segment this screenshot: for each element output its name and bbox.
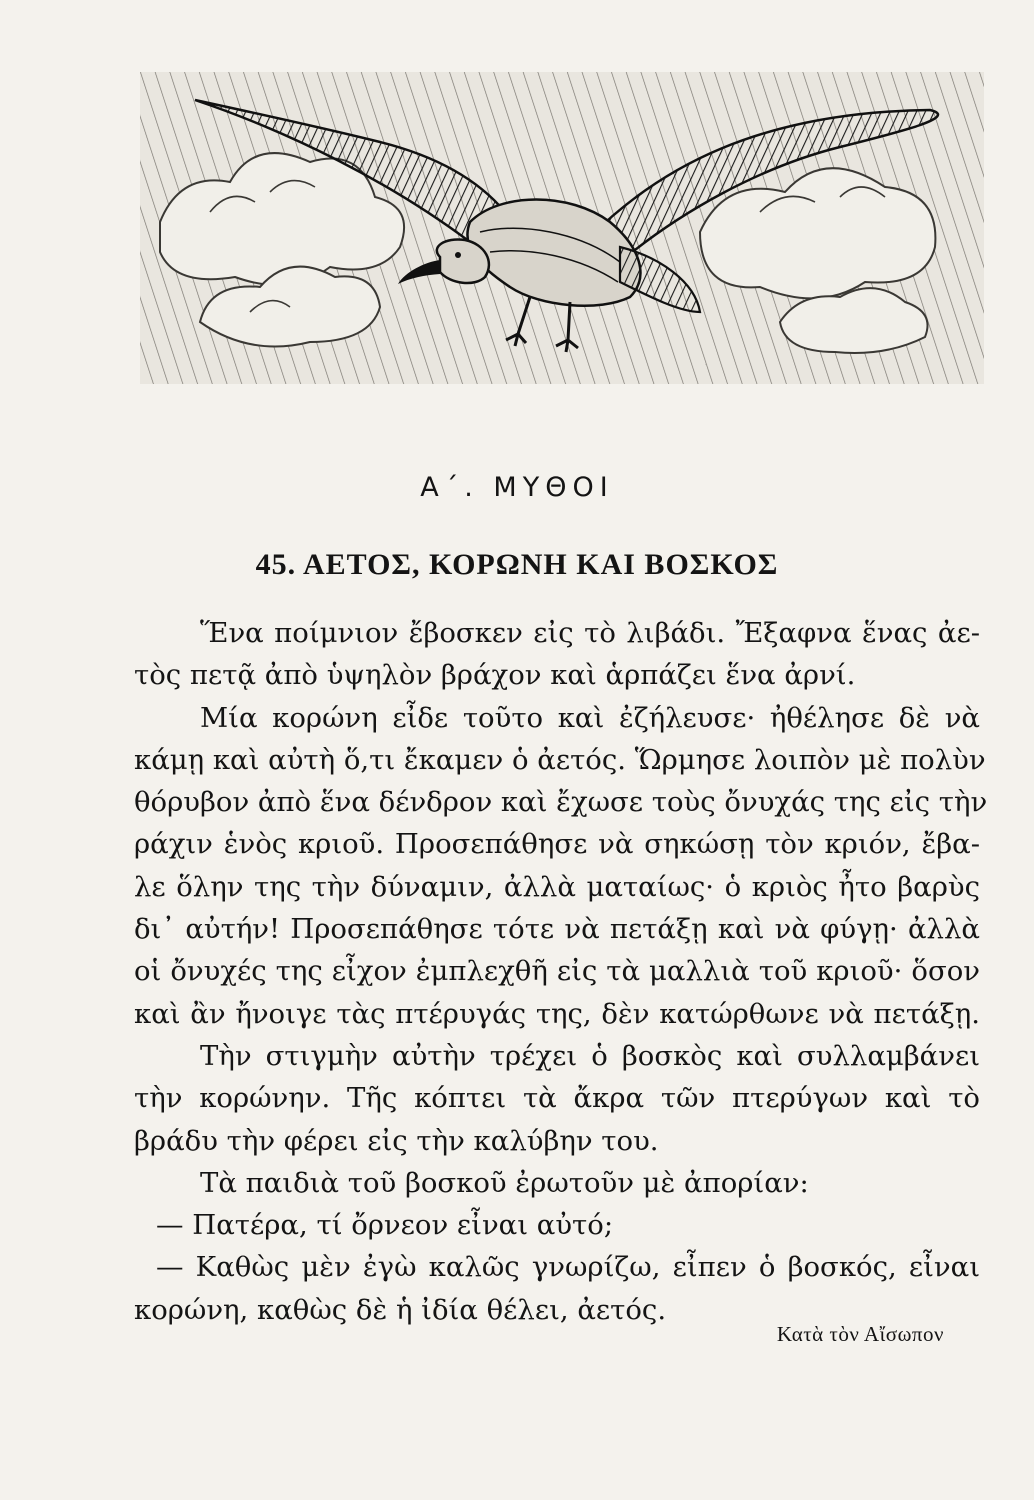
text-line: ράχιν ἑνὸς κριοῦ. Προσεπάθησε νὰ σηκώσῃ τὸν κριόν, ἔβα- <box>134 828 980 861</box>
eagle-illustration <box>140 72 984 384</box>
text-line: βράδυ τὴν φέρει εἰς τὴν καλύβην του. <box>134 1124 659 1157</box>
text-line: Τὰ παιδιὰ τοῦ βοσκοῦ ἐρωτοῦν μὲ ἀπορίαν: <box>200 1166 809 1199</box>
text-line: δι᾽ αὐτήν! Προσεπάθησε τότε νὰ πετάξῃ καὶ νὰ φύγῃ· ἀλλὰ <box>134 913 980 946</box>
dialogue-line: — Καθὼς μὲν ἐγὼ καλῶς γνωρίζω, εἶπεν ὁ βοσκός, εἶναι <box>156 1251 980 1284</box>
text-line: τὸς πετᾷ ἀπὸ ὑψηλὸν βράχον καὶ ἁρπάζει ἕνα ἀρνί. <box>134 659 856 692</box>
text-line: κορώνη, καθὼς δὲ ἡ ἰδία θέλει, ἀετός. <box>134 1293 667 1326</box>
dialogue-line: — Πατέρα, τί ὄρνεον εἶναι αὐτό; <box>156 1209 614 1242</box>
text-line: λε ὅλην της τὴν δύναμιν, ἀλλὰ ματαίως· ὁ κριὸς ἦτο βαρὺς <box>134 870 980 903</box>
section-heading: Α΄. ΜΥΘΟΙ <box>420 472 614 503</box>
text-line: καὶ ἂν ἤνοιγε τὰς πτέρυγάς της, δὲν κατώρθωνε νὰ πετάξῃ. <box>134 997 980 1030</box>
text-line: Τὴν στιγμὴν αὐτὴν τρέχει ὁ βοσκὸς καὶ συλλαμβάνει <box>200 1039 980 1072</box>
attribution: Κατὰ τὸν Αἴσωπον <box>776 1322 944 1346</box>
text-line: Μία κορώνη εἶδε τοῦτο καὶ ἐζήλευσε· ἠθέλησε δὲ νὰ <box>200 701 980 734</box>
eagle-engraving-icon <box>140 72 984 384</box>
text-line: τὴν κορώνην. Τῆς κόπτει τὰ ἄκρα τῶν πτερύγων καὶ τὸ <box>134 1082 980 1115</box>
story-body <box>134 612 988 1331</box>
text-line: θόρυβον ἀπὸ ἕνα δένδρον καὶ ἔχωσε τοὺς ὄνυχάς της εἰς τὴν <box>134 786 988 819</box>
text-line: Ἕνα ποίμνιον ἔβοσκεν εἰς τὸ λιβάδι. Ἔξαφνα ἕνας ἀε- <box>200 617 980 649</box>
story-title: 45. ΑΕΤΟΣ, ΚΟΡΩΝΗ ΚΑΙ ΒΟΣΚΟΣ <box>255 548 779 581</box>
text-line: οἱ ὄνυχές της εἶχον ἐμπλεχθῆ εἰς τὰ μαλλιὰ τοῦ κριοῦ· ὅσον <box>134 955 980 988</box>
text-line: κάμῃ καὶ αὐτὴ ὅ,τι ἔκαμεν ὁ ἀετός. Ὥρμησε λοιπὸν μὲ πολὺν <box>134 743 986 776</box>
